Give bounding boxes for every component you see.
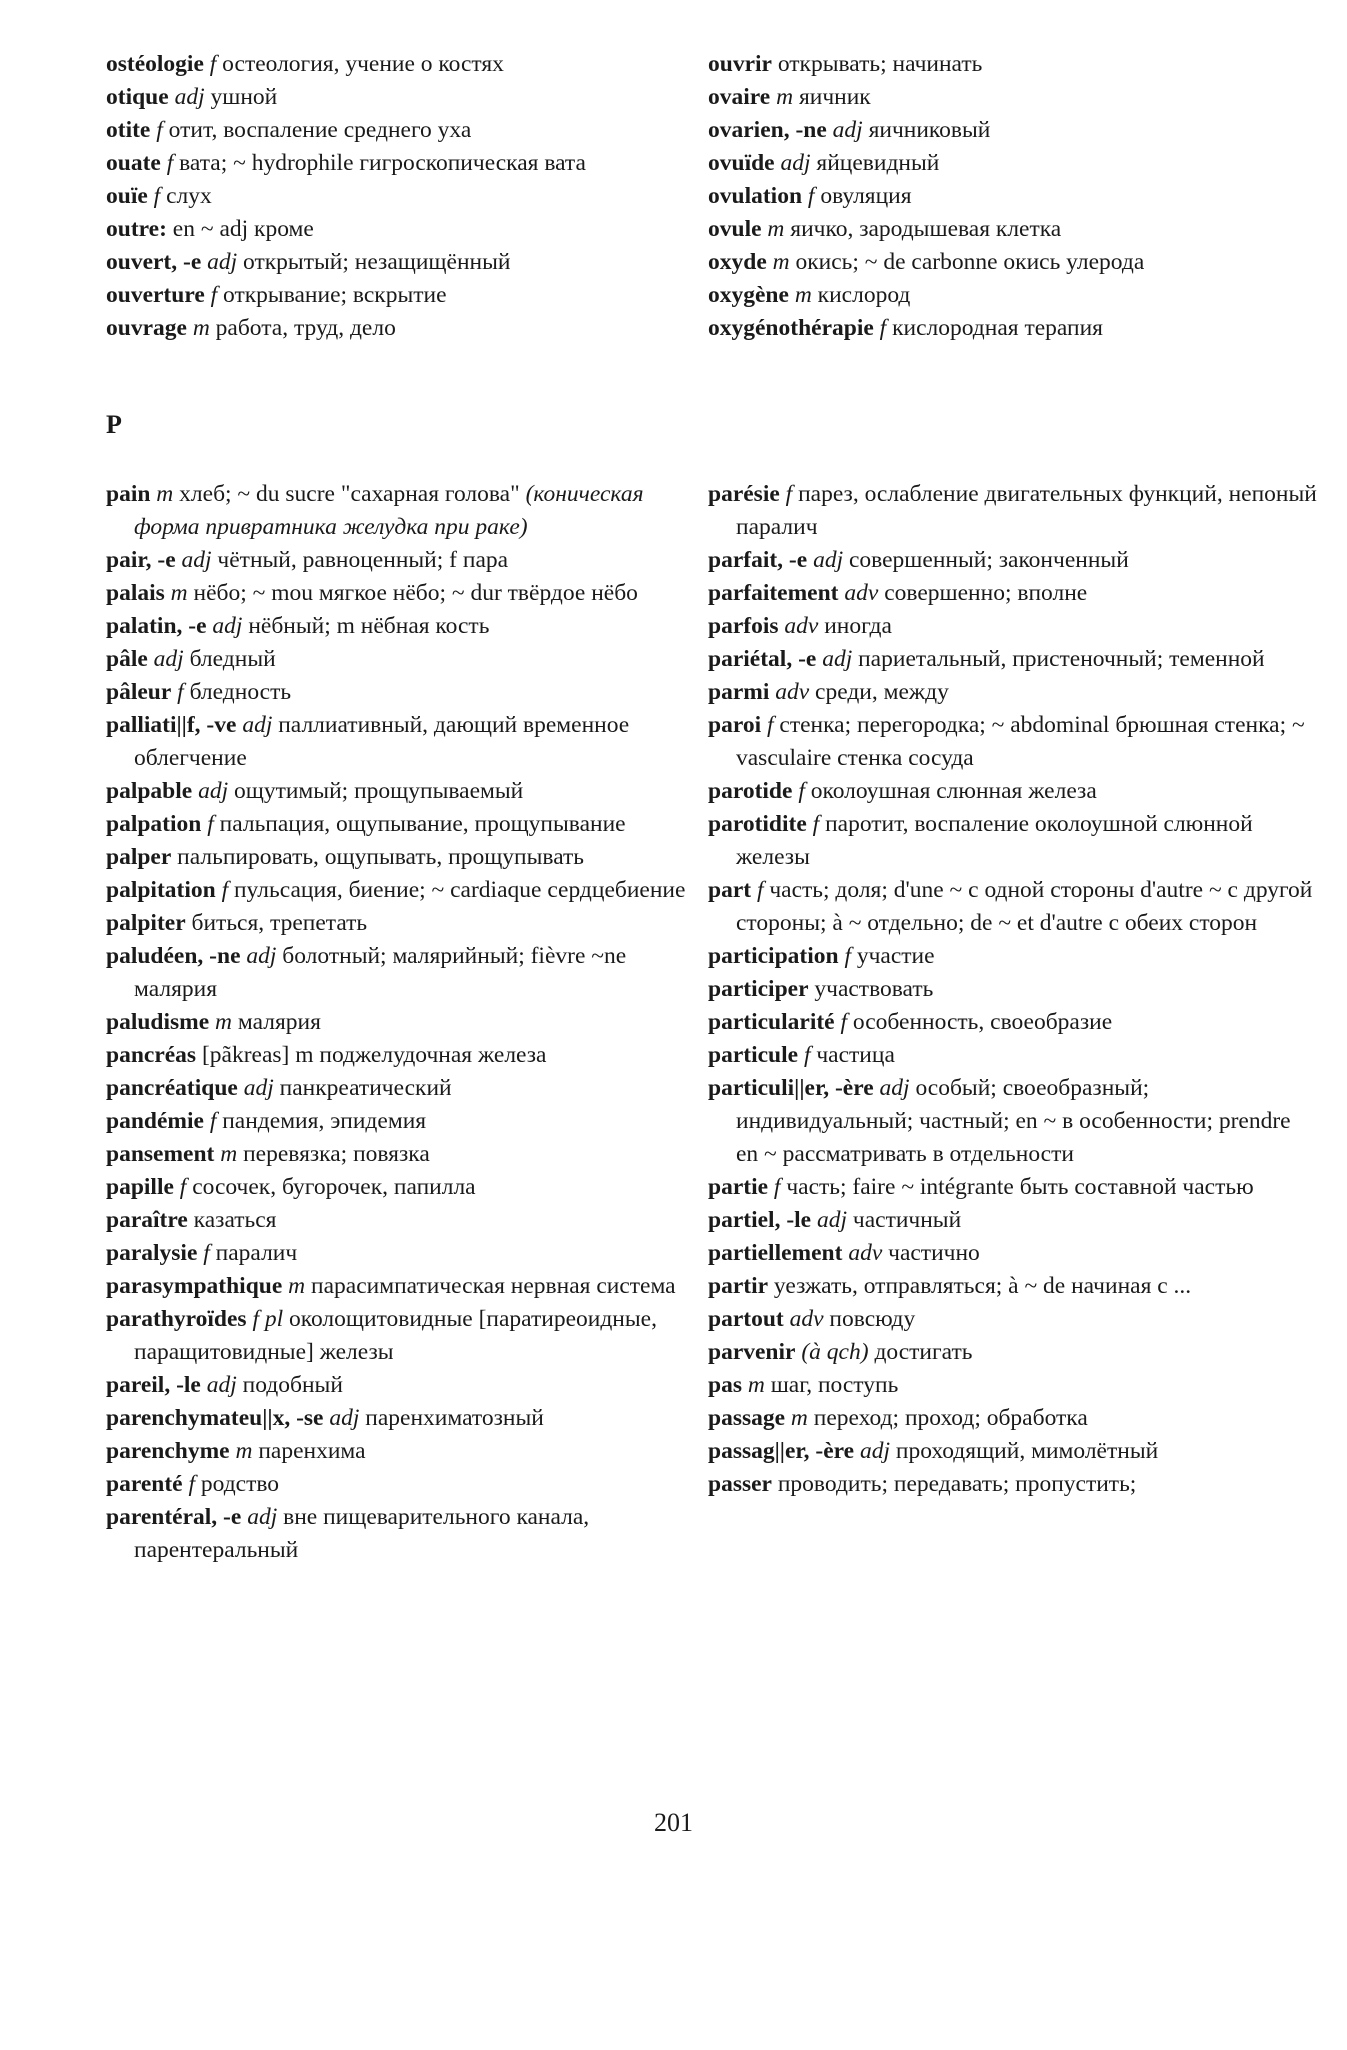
definition: малярия <box>237 1009 321 1035</box>
grammar-tag: f pl <box>252 1306 284 1332</box>
headword: ouvrir <box>708 51 772 77</box>
headword: pain <box>106 481 151 507</box>
definition: отит, воспаление среднего уха <box>168 117 472 143</box>
dictionary-entry <box>708 246 1318 279</box>
headword: otique <box>106 84 169 110</box>
definition: чётный, равноценный; f пара <box>217 547 509 573</box>
grammar-tag: m <box>170 580 188 606</box>
grammar-tag: f <box>879 315 887 341</box>
definition: участие <box>856 943 935 969</box>
grammar-tag: f <box>812 811 820 837</box>
headword: pansement <box>106 1141 215 1167</box>
dictionary-entry <box>708 478 1318 544</box>
dictionary-entry <box>708 48 1318 81</box>
grammar-tag: f <box>188 1471 195 1497</box>
definition: сосочек, бугорочек, папилла <box>192 1174 476 1200</box>
grammar-tag: m <box>747 1372 765 1398</box>
definition: проходящий, мимолётный <box>895 1438 1159 1464</box>
definition: ощутимый; прощупываемый <box>233 778 524 804</box>
dictionary-entry <box>708 114 1318 147</box>
definition: парез, ослабление двигательных функций, непоный паралич <box>736 481 1317 540</box>
headword: palais <box>106 580 165 606</box>
definition: овуляция <box>820 183 912 209</box>
headword: ouverture <box>106 282 205 308</box>
dictionary-entry <box>708 1369 1318 1402</box>
dictionary-entry <box>106 147 706 180</box>
headword: palper <box>106 844 172 870</box>
headword: paludéen, -ne <box>106 943 241 969</box>
grammar-tag: f <box>798 778 805 804</box>
grammar-tag: m <box>794 282 812 308</box>
headword: parésie <box>708 481 780 507</box>
dictionary-entry <box>708 1039 1318 1072</box>
definition: стенка; перегородка; ~ abdominal брюшная стенка; ~ vasculaire стенка сосуда <box>736 712 1305 771</box>
definition: повсюду <box>829 1306 916 1332</box>
grammar-tag: adj <box>174 84 205 110</box>
dictionary-entry <box>708 577 1318 610</box>
definition: уезжать, отправляться; à ~ de начиная с ... <box>773 1273 1192 1299</box>
headword: palliati||f, -ve <box>106 712 237 738</box>
headword: ostéologie <box>106 51 204 77</box>
definition: паралич <box>215 1240 298 1266</box>
dictionary-entry <box>708 1171 1318 1204</box>
dictionary-entry <box>708 676 1318 709</box>
dictionary-entry <box>106 81 706 114</box>
dictionary-entry <box>106 940 706 1006</box>
top-left-column <box>106 48 706 345</box>
definition: среди, между <box>815 679 949 705</box>
grammar-tag: adj <box>212 613 243 639</box>
grammar-tag: adj <box>243 1075 274 1101</box>
section-letter: P <box>106 410 122 439</box>
grammar-tag: f <box>203 1240 210 1266</box>
definition: паренхима <box>258 1438 366 1464</box>
headword: partout <box>708 1306 784 1332</box>
definition: хлеб; ~ du sucre "сахарная голова" <box>179 481 520 507</box>
definition: перевязка; повязка <box>243 1141 430 1167</box>
grammar-tag: f <box>844 943 851 969</box>
headword: pandémie <box>106 1108 204 1134</box>
definition: паротит, воспаление околоушной слюнной железы <box>736 811 1253 870</box>
dictionary-entry <box>106 676 706 709</box>
headword: ovule <box>708 216 762 242</box>
grammar-tag: f <box>166 150 174 176</box>
definition: кислород <box>817 282 911 308</box>
grammar-tag: f <box>785 481 793 507</box>
definition: париетальный, пристеночный; теменной <box>858 646 1265 672</box>
headword: pariétal, -e <box>708 646 817 672</box>
dictionary-entry <box>708 1303 1318 1336</box>
definition: пульсация, биение; ~ cardiaque сердцебиение <box>233 877 686 903</box>
headword: papille <box>106 1174 174 1200</box>
definition: часть; доля; d'une ~ с одной стороны d'autre ~ с другой стороны; à ~ отдельно; de ~ et d'autre с обеих сторон <box>736 877 1313 936</box>
definition: околоушная слюнная железа <box>810 778 1097 804</box>
dictionary-entry <box>106 1006 706 1039</box>
headword: parathyroïdes <box>106 1306 247 1332</box>
headword: ovaire <box>708 84 771 110</box>
dictionary-entry <box>106 1402 706 1435</box>
grammar-tag: adv <box>848 1240 883 1266</box>
headword: otite <box>106 117 151 143</box>
headword: paroi <box>708 712 762 738</box>
dictionary-entry <box>708 610 1318 643</box>
grammar-tag: m <box>288 1273 306 1299</box>
definition: частичный <box>852 1207 962 1233</box>
grammar-tag: f <box>807 183 815 209</box>
headword: ovarien, -ne <box>708 117 827 143</box>
definition: биться, трепетать <box>191 910 368 936</box>
headword: partie <box>708 1174 769 1200</box>
headword: pareil, -le <box>106 1372 201 1398</box>
dictionary-entry <box>106 1039 706 1072</box>
grammar-tag: f <box>766 712 774 738</box>
grammar-tag: f <box>153 183 161 209</box>
dictionary-entry <box>106 1435 706 1468</box>
dictionary-entry <box>106 1369 706 1402</box>
dictionary-entry <box>708 940 1318 973</box>
grammar-tag: f <box>210 282 218 308</box>
dictionary-entry <box>708 213 1318 246</box>
dictionary-entry <box>106 775 706 808</box>
grammar-tag: f <box>156 117 163 143</box>
grammar-tag: adj <box>181 547 212 573</box>
definition: ушной <box>210 84 278 110</box>
grammar-tag: adj <box>813 547 844 573</box>
headword: ovuïde <box>708 150 775 176</box>
grammar-tag: adj <box>329 1405 360 1431</box>
dictionary-entry <box>708 1468 1318 1501</box>
headword: palpitation <box>106 877 216 903</box>
grammar-tag: adv <box>784 613 819 639</box>
dictionary-entry <box>708 973 1318 1006</box>
dictionary-entry <box>708 1402 1318 1435</box>
grammar-tag: adv <box>789 1306 824 1332</box>
definition: совершенный; законченный <box>848 547 1129 573</box>
headword: parenté <box>106 1471 183 1497</box>
definition: иногда <box>824 613 892 639</box>
dictionary-entry <box>106 246 706 279</box>
grammar-tag: adj <box>246 943 277 969</box>
headword: parvenir <box>708 1339 796 1365</box>
definition: казаться <box>193 1207 277 1233</box>
dictionary-entry <box>106 48 706 81</box>
definition: en ~ adj кроме <box>172 216 314 242</box>
definition: подобный <box>242 1372 343 1398</box>
headword: palatin, -e <box>106 613 207 639</box>
headword: pâleur <box>106 679 172 705</box>
headword: participer <box>708 976 809 1002</box>
definition: парасимпатическая нервная система <box>311 1273 676 1299</box>
headword: parfaitement <box>708 580 839 606</box>
grammar-tag: m <box>215 1009 233 1035</box>
definition: открытый; незащищённый <box>243 249 511 275</box>
bottom-right-column <box>708 478 1318 1501</box>
definition: панкреатический <box>279 1075 452 1101</box>
dictionary-entry <box>708 544 1318 577</box>
grammar-tag: adj <box>816 1207 848 1233</box>
grammar-tag: m <box>192 315 210 341</box>
dictionary-entry <box>708 81 1318 114</box>
grammar-tag: adj <box>822 646 853 672</box>
dictionary-entry <box>106 478 706 544</box>
grammar-tag: adj <box>242 712 273 738</box>
dictionary-entry <box>106 841 706 874</box>
headword: parmi <box>708 679 770 705</box>
grammar-tag: f <box>177 679 184 705</box>
dictionary-entry <box>106 213 706 246</box>
definition: часть; faire ~ intégrante быть составной частью <box>786 1174 1254 1200</box>
grammar-tag: adv <box>775 679 810 705</box>
headword: pâle <box>106 646 148 672</box>
definition: открывать; начинать <box>777 51 983 77</box>
headword: paludisme <box>106 1009 210 1035</box>
dictionary-entry <box>708 279 1318 312</box>
definition: слух <box>166 183 212 209</box>
grammar-tag: m <box>235 1438 253 1464</box>
bottom-left-column <box>106 478 706 1567</box>
definition: околощитовидные [паратиреоидные, паращитовидные] железы <box>134 1306 657 1365</box>
definition: шаг, поступь <box>770 1372 899 1398</box>
headword: particuli||er, -ère <box>708 1075 874 1101</box>
headword: passer <box>708 1471 772 1497</box>
grammar-tag: adj <box>879 1075 910 1101</box>
dictionary-entry <box>106 312 706 345</box>
headword: ouvrage <box>106 315 187 341</box>
headword: passag||er, -ère <box>708 1438 855 1464</box>
definition: яичко, зародышевая клетка <box>790 216 1062 242</box>
dictionary-entry <box>708 1237 1318 1270</box>
dictionary-entry <box>106 1105 706 1138</box>
grammar-tag: m <box>790 1405 808 1431</box>
definition: бледный <box>189 646 276 672</box>
definition: бледность <box>189 679 292 705</box>
definition: яичник <box>798 84 871 110</box>
dictionary-entry <box>106 1204 706 1237</box>
headword: participation <box>708 943 839 969</box>
definition: участвовать <box>814 976 934 1002</box>
dictionary-entry <box>106 544 706 577</box>
dictionary-entry <box>106 1468 706 1501</box>
page-number: 201 <box>654 1808 693 1837</box>
grammar-tag: m <box>220 1141 238 1167</box>
definition: болотный; малярийный; fièvre ~ne малярия <box>134 943 627 1002</box>
headword: palpiter <box>106 910 186 936</box>
headword: particule <box>708 1042 799 1068</box>
grammar-tag: adj <box>832 117 863 143</box>
dictionary-entry <box>106 808 706 841</box>
headword: parotidite <box>708 811 807 837</box>
dictionary-entry <box>708 1006 1318 1039</box>
definition: нёбный; m нёбная кость <box>248 613 490 639</box>
grammar-tag: adj <box>207 249 238 275</box>
dictionary-entry <box>708 1270 1318 1303</box>
definition: совершенно; вполне <box>884 580 1088 606</box>
top-right-column <box>708 48 1318 345</box>
dictionary-entry <box>106 1501 706 1567</box>
dictionary-entry <box>106 709 706 775</box>
headword: ovulation <box>708 183 803 209</box>
definition-note: (коническая форма привратника желудка при раке) <box>134 481 644 540</box>
grammar-tag: adj <box>859 1438 891 1464</box>
dictionary-entry <box>106 577 706 610</box>
definition: проводить; передавать; пропустить; <box>777 1471 1137 1497</box>
headword: parenchymateu||x, -se <box>106 1405 324 1431</box>
headword: pair, -e <box>106 547 176 573</box>
dictionary-entry <box>708 874 1318 940</box>
dictionary-entry <box>708 312 1318 345</box>
definition: особый; своеобразный; индивидуальный; частный; en ~ в особенности; prendre en ~ рассматривать в отдельности <box>736 1075 1291 1167</box>
headword: pancréatique <box>106 1075 238 1101</box>
dictionary-entry <box>106 1138 706 1171</box>
headword: ouïe <box>106 183 148 209</box>
headword: parentéral, -e <box>106 1504 242 1530</box>
dictionary-entry <box>708 775 1318 808</box>
definition: остеология, учение о костях <box>222 51 504 77</box>
definition: частица <box>816 1042 895 1068</box>
grammar-tag: adj <box>206 1372 237 1398</box>
grammar-tag: m <box>772 249 790 275</box>
grammar-tag: f <box>756 877 764 903</box>
dictionary-entry <box>106 1303 706 1369</box>
dictionary-entry <box>708 1072 1318 1171</box>
definition: пандемия, эпидемия <box>222 1108 427 1134</box>
headword: part <box>708 877 752 903</box>
headword: partiel, -le <box>708 1207 812 1233</box>
grammar-tag: adj <box>153 646 184 672</box>
grammar-tag: adj <box>198 778 229 804</box>
dictionary-entry <box>106 180 706 213</box>
dictionary-entry <box>106 1171 706 1204</box>
definition: паренхиматозный <box>365 1405 544 1431</box>
dictionary-entry <box>708 1204 1318 1237</box>
grammar-tag: f <box>209 51 217 77</box>
headword: passage <box>708 1405 786 1431</box>
dictionary-entry <box>106 907 706 940</box>
dictionary-entry <box>106 610 706 643</box>
grammar-tag: adj <box>780 150 811 176</box>
grammar-tag: f <box>179 1174 187 1200</box>
dictionary-entry <box>708 643 1318 676</box>
dictionary-entry <box>106 1072 706 1105</box>
definition: пальпация, ощупывание, прощупывание <box>219 811 626 837</box>
definition: кислородная терапия <box>892 315 1103 341</box>
grammar-tag: (à qch) <box>801 1339 869 1365</box>
definition: яйцевидный <box>816 150 940 176</box>
definition: паллиативный, дающий временное облегчение <box>134 712 630 771</box>
headword: pas <box>708 1372 742 1398</box>
dictionary-entry <box>106 874 706 907</box>
headword: parfois <box>708 613 779 639</box>
dictionary-entry <box>106 1270 706 1303</box>
dictionary-entry <box>708 1435 1318 1468</box>
definition: пальпировать, ощупывать, прощупывать <box>177 844 584 870</box>
headword: outre: <box>106 216 167 242</box>
headword: paralysie <box>106 1240 198 1266</box>
headword: parfait, -e <box>708 547 808 573</box>
grammar-tag: m <box>156 481 174 507</box>
headword: parasympathique <box>106 1273 283 1299</box>
grammar-tag: m <box>767 216 785 242</box>
headword: ouvert, -e <box>106 249 202 275</box>
grammar-tag: adv <box>844 580 879 606</box>
definition: яичниковый <box>868 117 991 143</box>
definition: родство <box>200 1471 280 1497</box>
definition: переход; проход; обработка <box>813 1405 1088 1431</box>
definition: окись; ~ de carbonne окись улерода <box>795 249 1145 275</box>
dictionary-entry <box>106 114 706 147</box>
headword: palpation <box>106 811 202 837</box>
headword: partiellement <box>708 1240 843 1266</box>
definition: вне пищеварительного канала, парентеральный <box>134 1504 590 1563</box>
grammar-tag: m <box>776 84 794 110</box>
grammar-tag: f <box>803 1042 811 1068</box>
definition: [pãkreas] m поджелудочная железа <box>201 1042 547 1068</box>
grammar-tag: f <box>773 1174 781 1200</box>
headword: palpable <box>106 778 193 804</box>
definition: достигать <box>874 1339 973 1365</box>
definition: открывание; вскрытие <box>223 282 447 308</box>
headword: parenchyme <box>106 1438 230 1464</box>
dictionary-entry <box>708 808 1318 874</box>
dictionary-entry <box>708 709 1318 775</box>
definition: особенность, своеобразие <box>852 1009 1113 1035</box>
dictionary-entry <box>708 1336 1318 1369</box>
definition: нёбо; ~ mou мягкое нёбо; ~ dur твёрдое нёбо <box>193 580 638 606</box>
headword: pancréas <box>106 1042 197 1068</box>
grammar-tag: f <box>209 1108 217 1134</box>
headword: oxyde <box>708 249 767 275</box>
dictionary-entry <box>708 147 1318 180</box>
headword: parotide <box>708 778 793 804</box>
headword: oxygène <box>708 282 789 308</box>
definition: вата; ~ hydrophile гигроскопическая вата <box>179 150 586 176</box>
dictionary-entry <box>106 279 706 312</box>
grammar-tag: f <box>207 811 214 837</box>
definition: частично <box>888 1240 980 1266</box>
grammar-tag: f <box>840 1009 848 1035</box>
headword: oxygénothérapie <box>708 315 874 341</box>
headword: ouate <box>106 150 161 176</box>
headword: partir <box>708 1273 769 1299</box>
grammar-tag: adj <box>247 1504 278 1530</box>
headword: particularité <box>708 1009 835 1035</box>
dictionary-entry <box>708 180 1318 213</box>
definition: работа, труд, дело <box>215 315 396 341</box>
headword: paraître <box>106 1207 188 1233</box>
grammar-tag: f <box>221 877 229 903</box>
dictionary-entry <box>106 1237 706 1270</box>
dictionary-entry <box>106 643 706 676</box>
